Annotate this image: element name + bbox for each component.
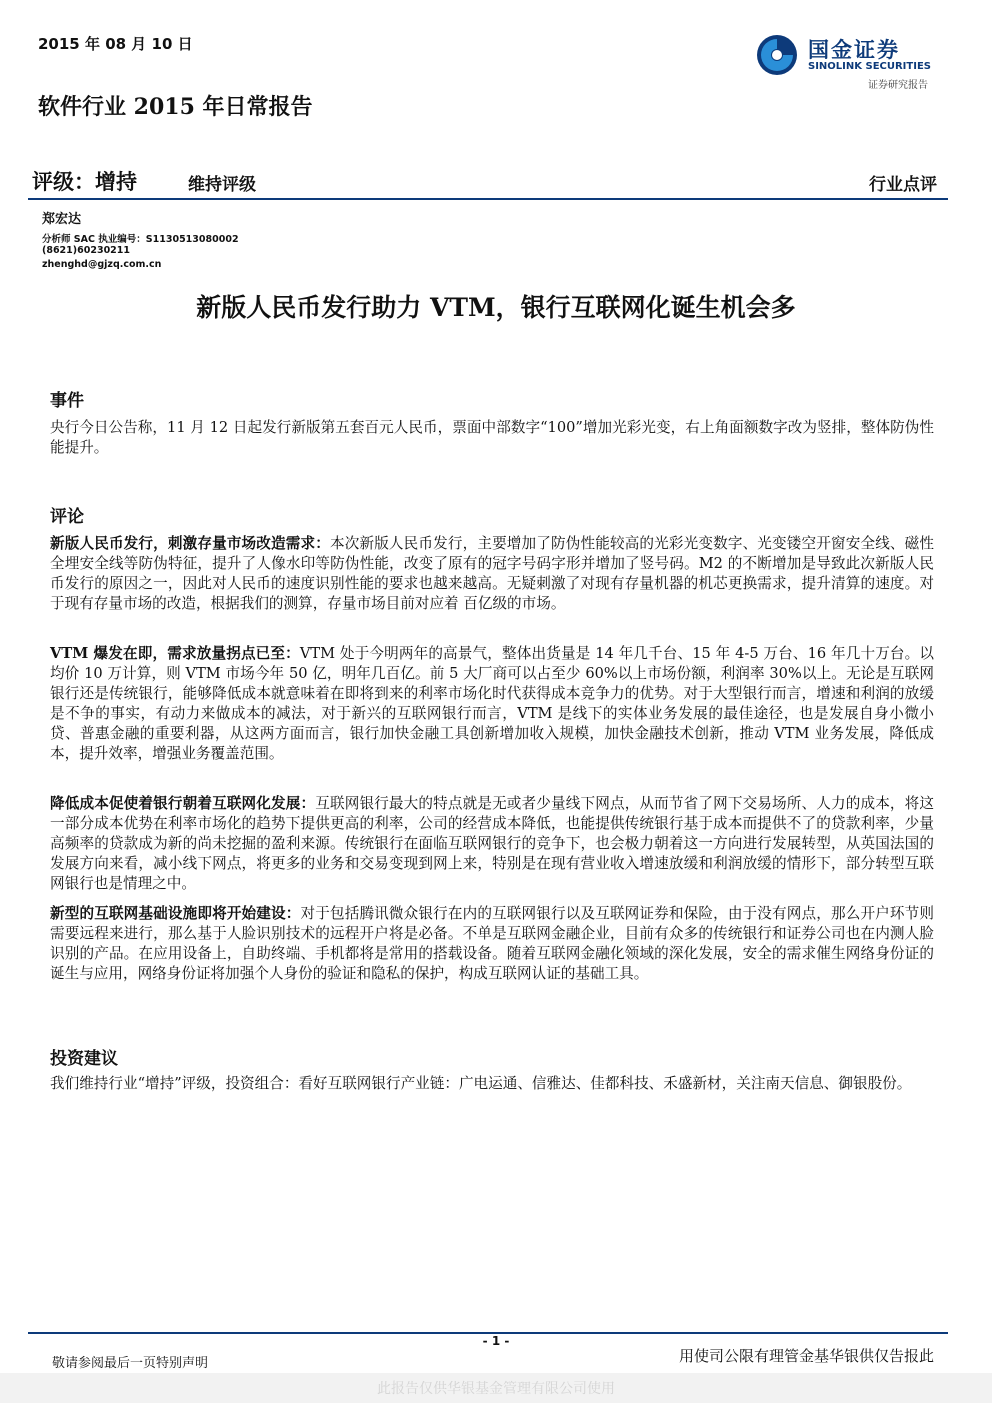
page-number: - 1 - xyxy=(482,1334,510,1348)
header-divider xyxy=(28,198,948,200)
analyst-name: 郑宏达 xyxy=(42,212,82,227)
section-title-comment: 评论 xyxy=(50,507,84,527)
watermark-text: 此报告仅供华银基金管理有限公司使用 xyxy=(377,1381,615,1397)
headline: 新版人民币发行助力 VTM，银行互联网化诞生机会多 xyxy=(196,293,796,322)
rating-label: 评级：增持 xyxy=(32,169,137,194)
report-category: 行业点评 xyxy=(869,175,937,195)
logo-emblem-icon xyxy=(756,34,798,76)
logo-subtitle: 证券研究报告 xyxy=(868,80,928,91)
event-paragraph: 央行今日公告称，11 月 12 日起发行新版第五套百元人民币，票面中部数字“100”增加光彩光变，右上角面额数字改为竖排，整体防伪性能提升。 xyxy=(50,419,934,456)
rating-maintain: 维持评级 xyxy=(188,175,256,195)
company-logo xyxy=(756,30,946,94)
section-title-event: 事件 xyxy=(50,391,84,411)
logo-cn-text: 国金证券 xyxy=(808,38,900,62)
invest-paragraph: 我们维持行业“增持”评级，投资组合：看好互联网银行产业链：广电运通、信雅达、佳都科技、禾盛新材，关注南天信息、御银股份。 xyxy=(50,1075,912,1092)
logo-en-text: SINOLINK SECURITIES xyxy=(808,61,931,72)
footer-disclaimer: 敬请参阅最后一页特别声明 xyxy=(52,1356,209,1371)
comment-paragraph-1 xyxy=(50,534,934,614)
comment-p1-text: 本次新版人民币发行，主要增加了防伪性能较高的光彩光变数字、光变镂空开窗安全线、磁性全埋安全线等防伪特征，提升了人像水印等防伪性能，改变了原有的冠字号码字形并增加了竖号码。M2 的不断增加是导致此次新版人民币发行的原因之一，因此对人民币的速度识别性能的要求也越来越高。无疑刺激了对现有存量机器的机芯更换需求，提升清算的速度。对于现有存量市场的改造，根据我们的测算，存量市场目前对应着 百亿级的市场。 xyxy=(50,535,934,612)
comment-paragraph-4 xyxy=(50,904,934,984)
comment-p2-heading: VTM 爆发在即，需求放量拐点已至： xyxy=(50,645,300,662)
comment-p3-heading: 降低成本促使着银行朝着互联网化发展： xyxy=(50,795,316,812)
comment-p4-heading: 新型的互联网基础设施即将开始建设： xyxy=(50,905,301,922)
comment-paragraph-3 xyxy=(50,794,934,894)
report-title: 软件行业 2015 年日常报告 xyxy=(38,94,313,120)
comment-p2-text: VTM 处于今明两年的高景气，整体出货量是 14 年几千台、15 年 4-5 万台、16 年几十万台。以均价 10 万计算，则 VTM 市场今年 50 亿，明年几百亿。前 5 大厂商可以占至少 60%以上市场份额，利润率 30%以上。无论是互联网银行还是传统银行，能够降低成本就意味着在即将到来的利率市场化时代获得成本竞争力的优势。对于大型银行而言，增速和利润的放缓是不争的事实，有动力来做成本的减法，对于新兴的互联网银行而言，VTM 是线下的实体业务发展的最佳途径，也是发展自身小微小贷、普惠金融的重要利器，从这两方面而言，银行加快金融工具创新增加收入规模，加快金融技术创新，推动 VTM 业务发展，降低成本，提升效率，增强业务覆盖范围。 xyxy=(50,645,934,762)
analyst-phone: (8621)60230211 xyxy=(42,245,131,256)
section-title-invest: 投资建议 xyxy=(50,1049,118,1069)
footer-usage-note: 用使司公限有理管金基华银供仅告报此 xyxy=(678,1347,934,1365)
comment-p4-text: 对于包括腾讯微众银行在内的互联网银行以及互联网证券和保险，由于没有网点，那么开户环节则需要远程来进行，那么基于人脸识别技术的远程开户将是必备。不单是互联网金融企业，目前有众多的传统银行和证券公司也在内测人脸识别的产品。在应用设备上，自助终端、手机都将是常用的搭载设备。随着互联网金融化领域的深化发展，安全的需求催生网络身份证的诞生与应用，网络身份证将加强个人身份的验证和隐私的保护，构成互联网认证的基础工具。 xyxy=(50,905,934,982)
report-date: 2015 年 08 月 10 日 xyxy=(38,35,193,53)
analyst-email[interactable]: zhenghd@gjzq.com.cn xyxy=(42,259,162,270)
analyst-license: 分析师 SAC 执业编号：S1130513080002 xyxy=(42,234,239,245)
comment-p1-heading: 新版人民币发行，刺激存量市场改造需求： xyxy=(50,535,330,552)
comment-paragraph-2 xyxy=(50,644,934,764)
comment-p3-text: 互联网银行最大的特点就是无或者少量线下网点，从而节省了网下交易场所、人力的成本，将这一部分成本优势在利率市场化的趋势下提供更高的利率，公司的经营成本降低，也能提供传统银行基于成本而提供不了的贷款利率，少量高频率的贷款成为新的尚未挖掘的盈利来源。传统银行在面临互联网银行的竞争下，也会极力朝着这一方向进行发展转型，从英国法国的发展方向来看，减小线下网点，将更多的业务和交易变现到网上来，特别是在现有营业收入增速放缓和利润放缓的情形下，部分转型互联网银行也是情理之中。 xyxy=(50,795,934,892)
